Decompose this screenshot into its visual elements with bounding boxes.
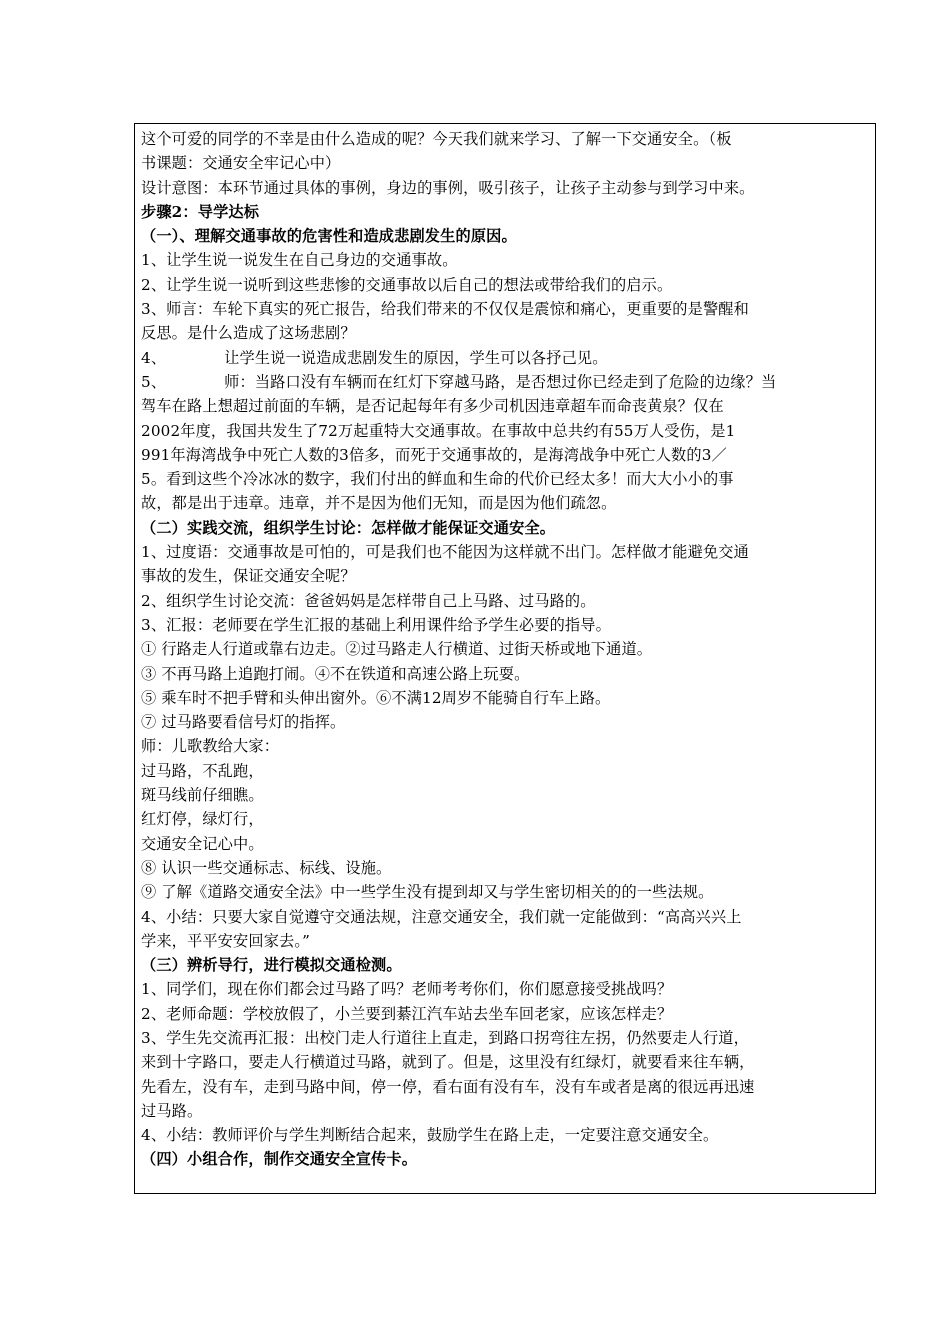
text-line: 故，都是出于违章。违章，并不是因为他们无知，而是因为他们疏忽。 [141,494,617,513]
text-line: 来到十字路口，要走人行横道过马路，就到了。但是，这里没有红绿灯，就要看来往车辆， [141,1053,755,1072]
document-table-cell [134,123,876,1194]
section-heading: （一）、理解交通事故的危害性和造成悲剧发生的原因。 [141,227,517,246]
text-line: 交通安全记心中。 [141,834,264,853]
text-line: 这个可爱的同学的不幸是由什么造成的呢？今天我们就来学习、了解一下交通安全。（板 [141,130,732,148]
section-heading: （四）小组合作，制作交通安全宣传卡。 [141,1150,418,1169]
text-line: 设计意图：本环节通过具体的事例，身边的事例，吸引孩子，让孩子主动参与到学习中来。 [141,178,755,197]
text-line: ⑨ 了解《道路交通安全法》中一些学生没有提到却又与学生密切相关的的一些法规。 [141,883,714,902]
section-heading: 步骤2：导学达标 [141,202,260,221]
text-line: 4、小结：教师评价与学生判断结合起来，鼓励学生在路上走，一定要注意交通安全。 [141,1126,719,1145]
text-line: 5、 师：当路口没有车辆而在红灯下穿越马路，是否想过你已经走到了危险的边缘？当 [141,372,777,391]
text-line: 1、同学们，现在你们都会过马路了吗？老师考考你们，你们愿意接受挑战吗？ [141,980,673,999]
text-line: 2、老师命题：学校放假了，小兰要到綦江汽车站去坐车回老家，应该怎样走？ [141,1004,673,1023]
text-line: ⑧ 认识一些交通标志、标线、设施。 [141,858,392,877]
lesson-plan-text [135,124,875,1172]
text-line: 2、让学生说一说听到这些悲惨的交通事故以后自己的想法或带给我们的启示。 [141,275,673,294]
text-line: 事故的发生，保证交通安全呢？ [141,567,356,586]
text-line: 过马路，不乱跑， [141,761,264,780]
text-line: 红灯停，绿灯行， [141,810,264,829]
text-line: 991年海湾战争中死亡人数的3倍多，而死于交通事故的，是海湾战争中死亡人数的3／ [141,445,727,464]
text-line: 过马路。 [141,1101,203,1120]
text-line: 书课题：交通安全牢记心中） [141,154,341,173]
text-line: ⑤ 乘车时不把手臂和头伸出窗外。⑥不满12周岁不能骑自行车上路。 [141,688,611,707]
section-heading: （二）实践交流，组织学生讨论：怎样做才能保证交通安全。 [141,518,556,537]
text-line: 5。看到这些个冷冰冰的数字，我们付出的鲜血和生命的代价已经太多！而大大小小的事 [141,470,734,489]
text-line: 2002年度，我国共发生了72万起重特大交通事故。在事故中总共约有55万人受伤，是1 [141,421,736,440]
text-line: 3、学生先交流再汇报：出校门走人行道往上直走，到路口拐弯往左拐，仍然要走人行道， [141,1028,749,1047]
text-line: ⑦ 过马路要看信号灯的指挥。 [141,713,346,732]
text-line: 1、让学生说一说发生在自己身边的交通事故。 [141,251,458,270]
text-line: 先看左，没有车，走到马路中间，停一停，看右面有没有车，没有车或者是离的很远再迅速 [141,1077,755,1096]
text-line: 师：儿歌教给大家： [141,737,280,756]
section-heading: （三）辨析导行，进行模拟交通检测。 [141,956,402,975]
text-line: 1、过度语：交通事故是可怕的，可是我们也不能因为这样就不出门。怎样做才能避免交通 [141,543,749,562]
text-line: 学来，平平安安回家去。” [141,931,311,950]
text-line: ③ 不再马路上追跑打闹。④不在铁道和高速公路上玩耍。 [141,664,530,683]
text-line: 斑马线前仔细瞧。 [141,786,264,805]
text-line: 4、小结：只要大家自觉遵守交通法规，注意交通安全，我们就一定能做到：“高高兴兴上 [141,907,742,926]
text-line: ① 行路走人行道或靠右边走。②过马路走人行横道、过街天桥或地下通道。 [141,640,653,659]
text-line: 3、师言：车轮下真实的死亡报告，给我们带来的不仅仅是震惊和痛心，更重要的是警醒和 [141,300,749,319]
text-line: 2、组织学生讨论交流：爸爸妈妈是怎样带自己上马路、过马路的。 [141,591,596,610]
text-line: 4、 让学生说一说造成悲剧发生的原因，学生可以各抒己见。 [141,348,608,367]
text-line: 驾车在路上想超过前面的车辆，是否记起每年有多少司机因违章超车而命丧黄泉？仅在 [141,397,724,416]
text-line: 反思。是什么造成了这场悲剧？ [141,324,356,343]
text-line: 3、汇报：老师要在学生汇报的基础上利用课件给予学生必要的指导。 [141,615,611,634]
